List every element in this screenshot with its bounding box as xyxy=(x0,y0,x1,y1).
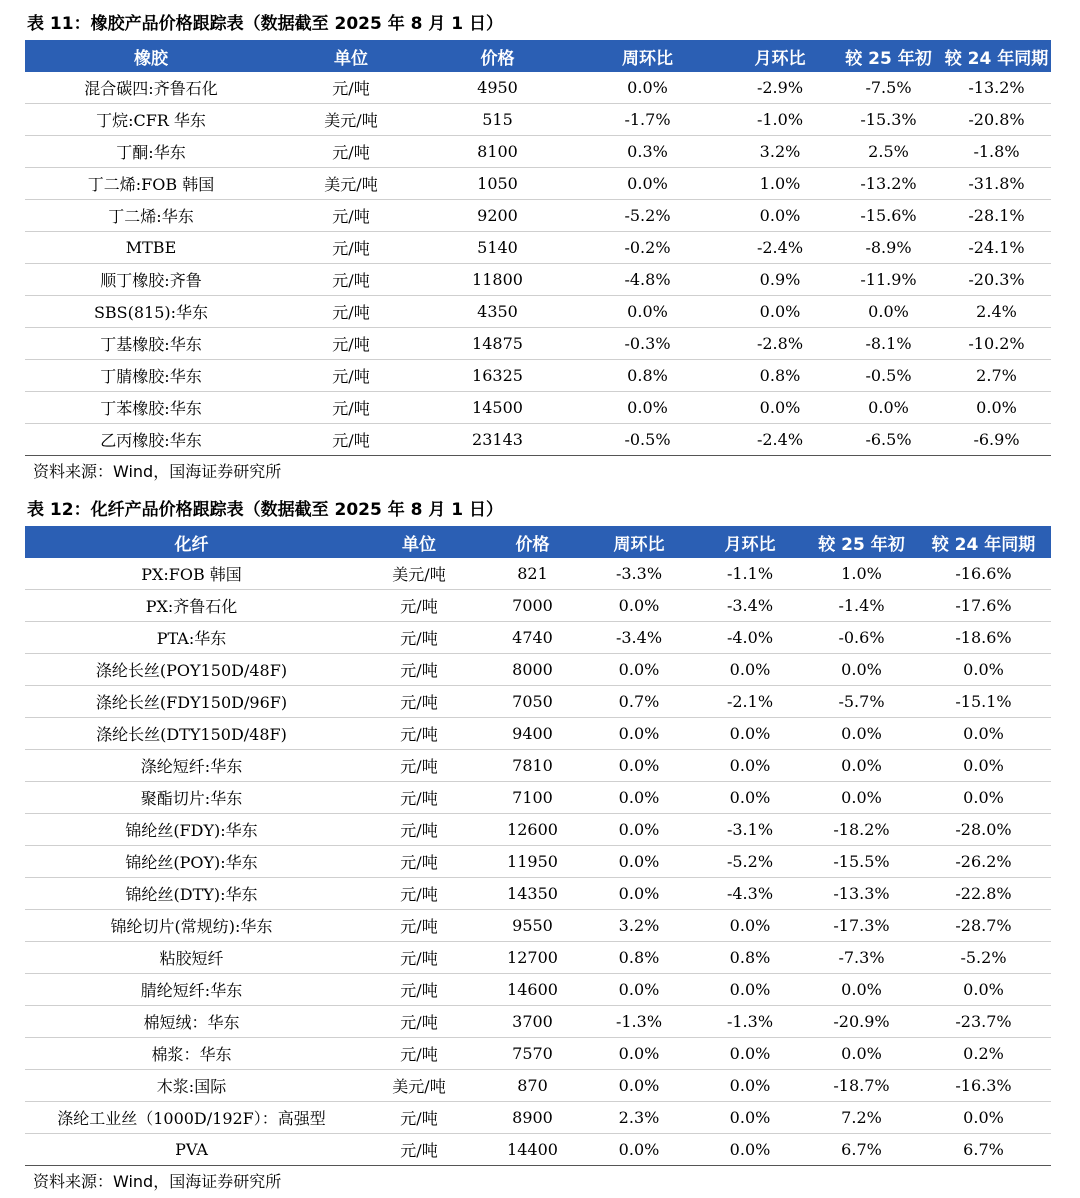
table-cell: 8900 xyxy=(480,1102,585,1134)
table-cell: 粘胶短纤 xyxy=(25,942,358,974)
table-row xyxy=(25,622,1051,654)
table-cell: 0.0% xyxy=(693,1070,807,1102)
table-cell: 木浆:国际 xyxy=(25,1070,358,1102)
table-cell: 0.0% xyxy=(693,718,807,750)
table-cell: 元/吨 xyxy=(277,136,425,168)
table-cell: 0.0% xyxy=(725,200,835,232)
table-cell: 混合碳四:齐鲁石化 xyxy=(25,72,277,104)
table-cell: 0.0% xyxy=(807,718,916,750)
table-cell: 2.7% xyxy=(942,360,1051,392)
table-cell: 8000 xyxy=(480,654,585,686)
table-cell: 7050 xyxy=(480,686,585,718)
table-cell: 2.4% xyxy=(942,296,1051,328)
table-cell: 0.0% xyxy=(585,1134,693,1166)
table-cell: 元/吨 xyxy=(358,654,480,686)
table-cell: -1.8% xyxy=(942,136,1051,168)
table-cell: 0.0% xyxy=(585,1038,693,1070)
table-cell: 0.0% xyxy=(585,654,693,686)
table-row xyxy=(25,72,1051,104)
table-cell: 元/吨 xyxy=(358,686,480,718)
table-body xyxy=(25,72,1051,456)
table-cell: -13.2% xyxy=(942,72,1051,104)
table-cell: -6.9% xyxy=(942,424,1051,456)
table-cell: -20.8% xyxy=(942,104,1051,136)
table-cell: 棉浆：华东 xyxy=(25,1038,358,1070)
table-row xyxy=(25,846,1051,878)
table-cell: 14500 xyxy=(425,392,570,424)
rubber-price-table xyxy=(25,40,1051,456)
column-header: 较 24 年同期 xyxy=(942,40,1051,72)
table-row xyxy=(25,296,1051,328)
table-cell: -31.8% xyxy=(942,168,1051,200)
table-cell: 0.0% xyxy=(570,72,725,104)
table-cell: -5.2% xyxy=(916,942,1051,974)
table-cell: 4740 xyxy=(480,622,585,654)
table-cell: 丁二烯:FOB 韩国 xyxy=(25,168,277,200)
table-cell: -8.9% xyxy=(835,232,942,264)
table-cell: -28.7% xyxy=(916,910,1051,942)
table-cell: PVA xyxy=(25,1134,358,1166)
table-cell: 元/吨 xyxy=(277,72,425,104)
table-cell: PX:FOB 韩国 xyxy=(25,558,358,590)
table-cell: -0.3% xyxy=(570,328,725,360)
table-cell: -1.7% xyxy=(570,104,725,136)
table-cell: -1.3% xyxy=(693,1006,807,1038)
table-cell: -3.3% xyxy=(585,558,693,590)
table-cell: 元/吨 xyxy=(358,590,480,622)
table-cell: 7100 xyxy=(480,782,585,814)
table-cell: 14875 xyxy=(425,328,570,360)
table-cell: -17.6% xyxy=(916,590,1051,622)
table-cell: 聚酯切片:华东 xyxy=(25,782,358,814)
table-cell: 棉短绒：华东 xyxy=(25,1006,358,1038)
table-cell: 元/吨 xyxy=(358,750,480,782)
table-cell: -8.1% xyxy=(835,328,942,360)
table-cell: -0.5% xyxy=(570,424,725,456)
table-row xyxy=(25,878,1051,910)
table-cell: 涤纶长丝(FDY150D/96F) xyxy=(25,686,358,718)
table-cell: 元/吨 xyxy=(358,846,480,878)
table-cell: -10.2% xyxy=(942,328,1051,360)
table-cell: 腈纶短纤:华东 xyxy=(25,974,358,1006)
table-cell: 0.8% xyxy=(585,942,693,974)
table-row xyxy=(25,136,1051,168)
table-cell: 顺丁橡胶:齐鲁 xyxy=(25,264,277,296)
table-cell: 0.0% xyxy=(835,392,942,424)
table-row xyxy=(25,168,1051,200)
table-row xyxy=(25,328,1051,360)
table-cell: 元/吨 xyxy=(277,328,425,360)
table-row xyxy=(25,392,1051,424)
table-cell: -6.5% xyxy=(835,424,942,456)
table-cell: 2.5% xyxy=(835,136,942,168)
table-cell: 1050 xyxy=(425,168,570,200)
table-cell: 元/吨 xyxy=(277,296,425,328)
table-cell: 1.0% xyxy=(807,558,916,590)
table-cell: -17.3% xyxy=(807,910,916,942)
table-cell: -13.3% xyxy=(807,878,916,910)
table-cell: -0.2% xyxy=(570,232,725,264)
table-cell: 0.0% xyxy=(916,654,1051,686)
table-cell: 元/吨 xyxy=(277,424,425,456)
table-cell: -16.6% xyxy=(916,558,1051,590)
table-cell: 丁基橡胶:华东 xyxy=(25,328,277,360)
table-cell: 元/吨 xyxy=(277,392,425,424)
table-cell: 12600 xyxy=(480,814,585,846)
table-cell: -28.1% xyxy=(942,200,1051,232)
column-header: 较 25 年初 xyxy=(807,526,916,558)
table-cell: 0.0% xyxy=(693,910,807,942)
table-cell: -13.2% xyxy=(835,168,942,200)
column-header: 价格 xyxy=(425,40,570,72)
table-cell: 锦纶丝(FDY):华东 xyxy=(25,814,358,846)
table-cell: 元/吨 xyxy=(358,1134,480,1166)
table-body xyxy=(25,558,1051,1166)
table-cell: 3.2% xyxy=(585,910,693,942)
table-cell: 元/吨 xyxy=(358,622,480,654)
table-cell: 9200 xyxy=(425,200,570,232)
table-cell: 美元/吨 xyxy=(358,1070,480,1102)
table-cell: 7.2% xyxy=(807,1102,916,1134)
table11-caption: 表 11：橡胶产品价格跟踪表（数据截至 2025 年 8 月 1 日） xyxy=(27,14,504,34)
table-cell: 0.0% xyxy=(585,782,693,814)
table-cell: 0.0% xyxy=(725,296,835,328)
column-header: 较 24 年同期 xyxy=(916,526,1051,558)
table-cell: 元/吨 xyxy=(358,974,480,1006)
table-cell: -15.6% xyxy=(835,200,942,232)
table-row xyxy=(25,686,1051,718)
table-header-row xyxy=(25,40,1051,72)
table-cell: 0.0% xyxy=(725,392,835,424)
table-row xyxy=(25,1070,1051,1102)
table-cell: 7810 xyxy=(480,750,585,782)
table-row xyxy=(25,974,1051,1006)
table-cell: SBS(815):华东 xyxy=(25,296,277,328)
table-cell: 0.0% xyxy=(693,1038,807,1070)
table-cell: 0.0% xyxy=(693,1134,807,1166)
table-cell: -4.3% xyxy=(693,878,807,910)
table-cell: PX:齐鲁石化 xyxy=(25,590,358,622)
table-cell: 0.0% xyxy=(693,782,807,814)
table-cell: 锦纶切片(常规纺):华东 xyxy=(25,910,358,942)
table-cell: -28.0% xyxy=(916,814,1051,846)
table-cell: -2.8% xyxy=(725,328,835,360)
table-cell: 元/吨 xyxy=(358,878,480,910)
table-cell: 0.0% xyxy=(916,718,1051,750)
column-header: 较 25 年初 xyxy=(835,40,942,72)
column-header: 周环比 xyxy=(585,526,693,558)
table-cell: 丁腈橡胶:华东 xyxy=(25,360,277,392)
table-row xyxy=(25,750,1051,782)
table-cell: 0.0% xyxy=(835,296,942,328)
table-cell: -5.2% xyxy=(693,846,807,878)
table-cell: 元/吨 xyxy=(277,360,425,392)
table-cell: 美元/吨 xyxy=(358,558,480,590)
table-cell: -1.0% xyxy=(725,104,835,136)
table-cell: 丁烷:CFR 华东 xyxy=(25,104,277,136)
table-cell: 0.0% xyxy=(916,974,1051,1006)
table-row xyxy=(25,264,1051,296)
table-cell: 7000 xyxy=(480,590,585,622)
table-cell: 23143 xyxy=(425,424,570,456)
table-cell: 11950 xyxy=(480,846,585,878)
table-cell: 元/吨 xyxy=(358,942,480,974)
column-header: 周环比 xyxy=(570,40,725,72)
table-cell: 821 xyxy=(480,558,585,590)
table-cell: 0.0% xyxy=(585,1070,693,1102)
table-cell: 0.0% xyxy=(693,974,807,1006)
table-cell: -1.4% xyxy=(807,590,916,622)
table-cell: 涤纶短纤:华东 xyxy=(25,750,358,782)
table-cell: -5.2% xyxy=(570,200,725,232)
table-cell: 0.0% xyxy=(585,590,693,622)
table-cell: 锦纶丝(POY):华东 xyxy=(25,846,358,878)
table-cell: -16.3% xyxy=(916,1070,1051,1102)
table-row xyxy=(25,910,1051,942)
table-cell: -2.4% xyxy=(725,424,835,456)
table-cell: 0.8% xyxy=(570,360,725,392)
table-cell: -0.6% xyxy=(807,622,916,654)
table-cell: -4.0% xyxy=(693,622,807,654)
table-cell: 4950 xyxy=(425,72,570,104)
table-row xyxy=(25,200,1051,232)
table-cell: -18.6% xyxy=(916,622,1051,654)
table-cell: 0.0% xyxy=(916,1102,1051,1134)
table-cell: 0.8% xyxy=(693,942,807,974)
table-cell: -7.3% xyxy=(807,942,916,974)
table-cell: -7.5% xyxy=(835,72,942,104)
table-cell: 元/吨 xyxy=(358,1006,480,1038)
table-cell: 515 xyxy=(425,104,570,136)
table-cell: 0.0% xyxy=(570,296,725,328)
table-cell: 8100 xyxy=(425,136,570,168)
table-cell: 16325 xyxy=(425,360,570,392)
table-cell: 14600 xyxy=(480,974,585,1006)
table-cell: 1.0% xyxy=(725,168,835,200)
table-cell: -5.7% xyxy=(807,686,916,718)
column-header: 月环比 xyxy=(725,40,835,72)
table-cell: 元/吨 xyxy=(358,814,480,846)
table-cell: 元/吨 xyxy=(358,718,480,750)
column-header: 价格 xyxy=(480,526,585,558)
table-cell: 0.0% xyxy=(942,392,1051,424)
fiber-price-table xyxy=(25,526,1051,1166)
table-cell: -15.3% xyxy=(835,104,942,136)
table-row xyxy=(25,942,1051,974)
table-cell: 7570 xyxy=(480,1038,585,1070)
table-cell: 元/吨 xyxy=(277,264,425,296)
table-cell: 锦纶丝(DTY):华东 xyxy=(25,878,358,910)
report-page xyxy=(25,8,1055,1198)
table-cell: 6.7% xyxy=(807,1134,916,1166)
table-row xyxy=(25,1038,1051,1070)
table-row xyxy=(25,1006,1051,1038)
table-cell: -23.7% xyxy=(916,1006,1051,1038)
table-cell: 0.8% xyxy=(725,360,835,392)
table-cell: 涤纶长丝(DTY150D/48F) xyxy=(25,718,358,750)
table-cell: 0.0% xyxy=(807,1038,916,1070)
column-header: 单位 xyxy=(277,40,425,72)
table-cell: 6.7% xyxy=(916,1134,1051,1166)
table-cell: 0.0% xyxy=(585,814,693,846)
table-cell: 丁二烯:华东 xyxy=(25,200,277,232)
table-cell: 2.3% xyxy=(585,1102,693,1134)
table-row xyxy=(25,558,1051,590)
table-cell: 涤纶工业丝（1000D/192F）：高强型 xyxy=(25,1102,358,1134)
column-header: 化纤 xyxy=(25,526,358,558)
table-cell: 涤纶长丝(POY150D/48F) xyxy=(25,654,358,686)
table-row xyxy=(25,590,1051,622)
table-row xyxy=(25,1102,1051,1134)
table-cell: -3.1% xyxy=(693,814,807,846)
table-cell: -11.9% xyxy=(835,264,942,296)
column-header: 单位 xyxy=(358,526,480,558)
table-cell: 元/吨 xyxy=(358,910,480,942)
table-cell: 元/吨 xyxy=(277,200,425,232)
table-cell: -18.7% xyxy=(807,1070,916,1102)
table-cell: 0.0% xyxy=(693,654,807,686)
table-cell: 0.0% xyxy=(807,750,916,782)
table-cell: 元/吨 xyxy=(358,782,480,814)
table-cell: 0.0% xyxy=(585,878,693,910)
table-cell: -3.4% xyxy=(585,622,693,654)
table-cell: -15.5% xyxy=(807,846,916,878)
table-cell: MTBE xyxy=(25,232,277,264)
table-cell: 14400 xyxy=(480,1134,585,1166)
table-cell: 870 xyxy=(480,1070,585,1102)
table-cell: 0.0% xyxy=(916,750,1051,782)
table-cell: -1.1% xyxy=(693,558,807,590)
table-cell: 0.0% xyxy=(570,168,725,200)
table-cell: 5140 xyxy=(425,232,570,264)
table-cell: 11800 xyxy=(425,264,570,296)
table12-caption: 表 12：化纤产品价格跟踪表（数据截至 2025 年 8 月 1 日） xyxy=(27,500,504,520)
table-cell: 元/吨 xyxy=(358,1102,480,1134)
table-cell: 丁酮:华东 xyxy=(25,136,277,168)
table-cell: -24.1% xyxy=(942,232,1051,264)
table-cell: -15.1% xyxy=(916,686,1051,718)
table-cell: PTA:华东 xyxy=(25,622,358,654)
table-cell: 0.3% xyxy=(570,136,725,168)
table-cell: 3700 xyxy=(480,1006,585,1038)
table-row xyxy=(25,360,1051,392)
table-cell: 乙丙橡胶:华东 xyxy=(25,424,277,456)
table-cell: -20.3% xyxy=(942,264,1051,296)
table11-source: 资料来源：Wind，国海证券研究所 xyxy=(33,462,282,481)
table-row xyxy=(25,424,1051,456)
column-header: 橡胶 xyxy=(25,40,277,72)
table-cell: 丁苯橡胶:华东 xyxy=(25,392,277,424)
table-cell: 0.0% xyxy=(807,654,916,686)
table-cell: -20.9% xyxy=(807,1006,916,1038)
table-cell: 0.0% xyxy=(585,846,693,878)
table-cell: 0.0% xyxy=(585,718,693,750)
table-cell: -2.9% xyxy=(725,72,835,104)
table-cell: 9550 xyxy=(480,910,585,942)
table-row xyxy=(25,814,1051,846)
table-header-row xyxy=(25,526,1051,558)
table-row xyxy=(25,232,1051,264)
table-cell: 元/吨 xyxy=(277,232,425,264)
table-cell: 0.0% xyxy=(693,1102,807,1134)
table-cell: -4.8% xyxy=(570,264,725,296)
table-cell: 14350 xyxy=(480,878,585,910)
table-cell: 4350 xyxy=(425,296,570,328)
column-header: 月环比 xyxy=(693,526,807,558)
table-cell: 9400 xyxy=(480,718,585,750)
table-cell: 0.7% xyxy=(585,686,693,718)
table-row xyxy=(25,782,1051,814)
table-cell: 美元/吨 xyxy=(277,104,425,136)
table-row xyxy=(25,104,1051,136)
table-cell: 0.0% xyxy=(585,750,693,782)
table-cell: -0.5% xyxy=(835,360,942,392)
table-cell: 0.0% xyxy=(585,974,693,1006)
table-cell: -1.3% xyxy=(585,1006,693,1038)
table-cell: 美元/吨 xyxy=(277,168,425,200)
table-cell: 元/吨 xyxy=(358,1038,480,1070)
table-cell: 0.0% xyxy=(807,974,916,1006)
table-cell: -22.8% xyxy=(916,878,1051,910)
table-cell: 0.9% xyxy=(725,264,835,296)
table-cell: -3.4% xyxy=(693,590,807,622)
table12-source: 资料来源：Wind，国海证券研究所 xyxy=(33,1172,282,1191)
table-cell: -2.1% xyxy=(693,686,807,718)
table-cell: 0.0% xyxy=(693,750,807,782)
table-row xyxy=(25,1134,1051,1166)
table-cell: 0.2% xyxy=(916,1038,1051,1070)
table-row xyxy=(25,718,1051,750)
table-cell: -18.2% xyxy=(807,814,916,846)
table-cell: 0.0% xyxy=(570,392,725,424)
table-cell: 12700 xyxy=(480,942,585,974)
table-cell: 3.2% xyxy=(725,136,835,168)
table-row xyxy=(25,654,1051,686)
table-cell: 0.0% xyxy=(807,782,916,814)
table-cell: -26.2% xyxy=(916,846,1051,878)
table-cell: -2.4% xyxy=(725,232,835,264)
table-cell: 0.0% xyxy=(916,782,1051,814)
